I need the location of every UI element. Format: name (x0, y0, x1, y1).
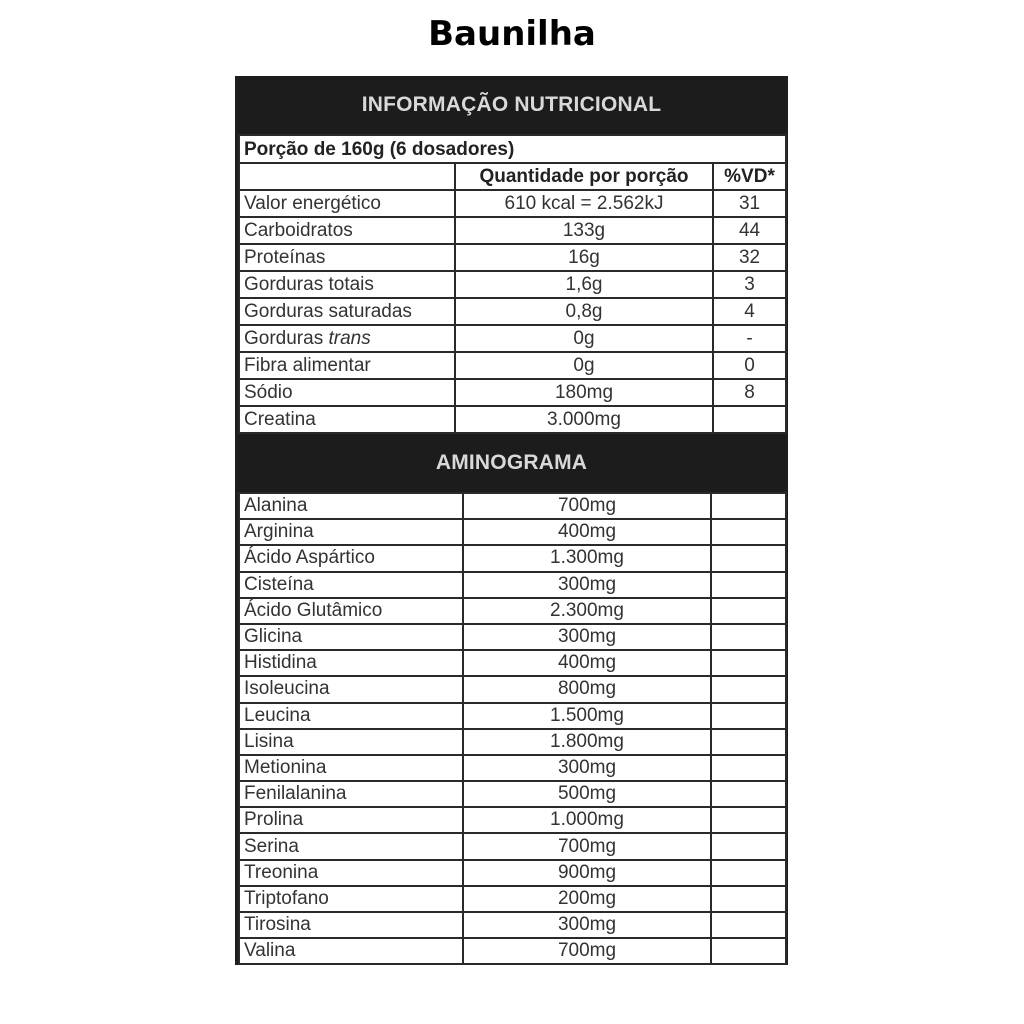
amino-quantity: 1.500mg (463, 703, 711, 729)
amino-row (239, 886, 786, 912)
amino-empty-cell (711, 703, 786, 729)
amino-empty-cell (711, 545, 786, 571)
nutrient-row (239, 244, 786, 271)
nutrient-quantity: 180mg (455, 379, 713, 406)
nutrient-daily-value (713, 406, 786, 433)
amino-row (239, 572, 786, 598)
amino-name: Ácido Glutâmico (239, 598, 463, 624)
amino-row (239, 545, 786, 571)
amino-name: Arginina (239, 519, 463, 545)
amino-empty-cell (711, 912, 786, 938)
nutrient-daily-value: - (713, 325, 786, 352)
amino-name: Serina (239, 833, 463, 859)
portion-size: Porção de 160g (6 dosadores) (239, 135, 786, 163)
amino-empty-cell (711, 572, 786, 598)
amino-quantity: 400mg (463, 519, 711, 545)
amino-name: Metionina (239, 755, 463, 781)
amino-quantity: 300mg (463, 572, 711, 598)
amino-name: Isoleucina (239, 676, 463, 702)
amino-row (239, 703, 786, 729)
amino-empty-cell (711, 676, 786, 702)
amino-row (239, 860, 786, 886)
nutrient-quantity: 133g (455, 217, 713, 244)
aminogram-table (238, 492, 787, 965)
amino-quantity: 1.800mg (463, 729, 711, 755)
amino-row (239, 624, 786, 650)
nutrient-name-prefix: Gorduras (244, 328, 329, 349)
amino-empty-cell (711, 650, 786, 676)
nutrient-name (239, 325, 455, 352)
amino-name: Triptofano (239, 886, 463, 912)
amino-row (239, 650, 786, 676)
nutrient-row (239, 379, 786, 406)
amino-name: Cisteína (239, 572, 463, 598)
nutrient-quantity: 16g (455, 244, 713, 271)
amino-quantity: 300mg (463, 624, 711, 650)
nutrient-name: Carboidratos (239, 217, 455, 244)
nutrient-name: Sódio (239, 379, 455, 406)
amino-name: Leucina (239, 703, 463, 729)
amino-empty-cell (711, 624, 786, 650)
nutrition-header-row (239, 163, 786, 190)
nutrient-daily-value: 32 (713, 244, 786, 271)
header-empty-cell (239, 163, 455, 190)
amino-quantity: 2.300mg (463, 598, 711, 624)
amino-row (239, 807, 786, 833)
header-daily-value: %VD* (713, 163, 786, 190)
nutrient-quantity: 0,8g (455, 298, 713, 325)
amino-quantity: 800mg (463, 676, 711, 702)
nutrient-name-italic: trans (328, 328, 371, 349)
amino-name: Tirosina (239, 912, 463, 938)
amino-quantity: 200mg (463, 886, 711, 912)
amino-row (239, 729, 786, 755)
amino-empty-cell (711, 781, 786, 807)
amino-quantity: 1.300mg (463, 545, 711, 571)
nutrition-label (235, 76, 788, 965)
nutrition-title: INFORMAÇÃO NUTRICIONAL (238, 76, 785, 134)
amino-name: Lisina (239, 729, 463, 755)
amino-quantity: 500mg (463, 781, 711, 807)
amino-empty-cell (711, 833, 786, 859)
amino-empty-cell (711, 493, 786, 519)
amino-row (239, 598, 786, 624)
nutrient-daily-value: 0 (713, 352, 786, 379)
nutrient-row (239, 325, 786, 352)
nutrient-name: Creatina (239, 406, 455, 433)
nutrient-row (239, 352, 786, 379)
amino-quantity: 300mg (463, 755, 711, 781)
amino-quantity: 1.000mg (463, 807, 711, 833)
amino-row (239, 493, 786, 519)
nutrient-daily-value: 4 (713, 298, 786, 325)
nutrient-daily-value: 44 (713, 217, 786, 244)
nutrient-row (239, 271, 786, 298)
nutrient-quantity: 1,6g (455, 271, 713, 298)
flavor-title: Baunilha (428, 14, 596, 54)
nutrition-table (238, 134, 787, 434)
nutrient-name: Fibra alimentar (239, 352, 455, 379)
amino-name: Valina (239, 938, 463, 964)
amino-row (239, 676, 786, 702)
amino-quantity: 700mg (463, 833, 711, 859)
amino-name: Alanina (239, 493, 463, 519)
nutrient-daily-value: 3 (713, 271, 786, 298)
nutrient-name: Proteínas (239, 244, 455, 271)
nutrient-name: Gorduras saturadas (239, 298, 455, 325)
nutrient-quantity: 3.000mg (455, 406, 713, 433)
amino-empty-cell (711, 886, 786, 912)
nutrient-daily-value: 31 (713, 190, 786, 217)
amino-quantity: 900mg (463, 860, 711, 886)
amino-row (239, 755, 786, 781)
nutrient-name: Valor energético (239, 190, 455, 217)
amino-quantity: 400mg (463, 650, 711, 676)
nutrient-row (239, 217, 786, 244)
nutrient-daily-value: 8 (713, 379, 786, 406)
amino-name: Treonina (239, 860, 463, 886)
nutrient-quantity: 0g (455, 352, 713, 379)
amino-row (239, 833, 786, 859)
nutrient-quantity: 0g (455, 325, 713, 352)
nutrient-row (239, 406, 786, 433)
amino-name: Fenilalanina (239, 781, 463, 807)
amino-quantity: 700mg (463, 938, 711, 964)
amino-empty-cell (711, 860, 786, 886)
amino-quantity: 300mg (463, 912, 711, 938)
amino-empty-cell (711, 598, 786, 624)
nutrient-name: Gorduras totais (239, 271, 455, 298)
amino-row (239, 912, 786, 938)
amino-empty-cell (711, 807, 786, 833)
portion-row (239, 135, 786, 163)
amino-quantity: 700mg (463, 493, 711, 519)
nutrient-row (239, 190, 786, 217)
amino-row (239, 781, 786, 807)
header-quantity: Quantidade por porção (455, 163, 713, 190)
amino-empty-cell (711, 519, 786, 545)
amino-empty-cell (711, 938, 786, 964)
amino-row (239, 938, 786, 964)
aminogram-title: AMINOGRAMA (238, 434, 785, 492)
amino-empty-cell (711, 729, 786, 755)
nutrient-quantity: 610 kcal = 2.562kJ (455, 190, 713, 217)
amino-name: Histidina (239, 650, 463, 676)
nutrient-row (239, 298, 786, 325)
amino-name: Glicina (239, 624, 463, 650)
amino-name: Ácido Aspártico (239, 545, 463, 571)
amino-name: Prolina (239, 807, 463, 833)
amino-empty-cell (711, 755, 786, 781)
amino-row (239, 519, 786, 545)
